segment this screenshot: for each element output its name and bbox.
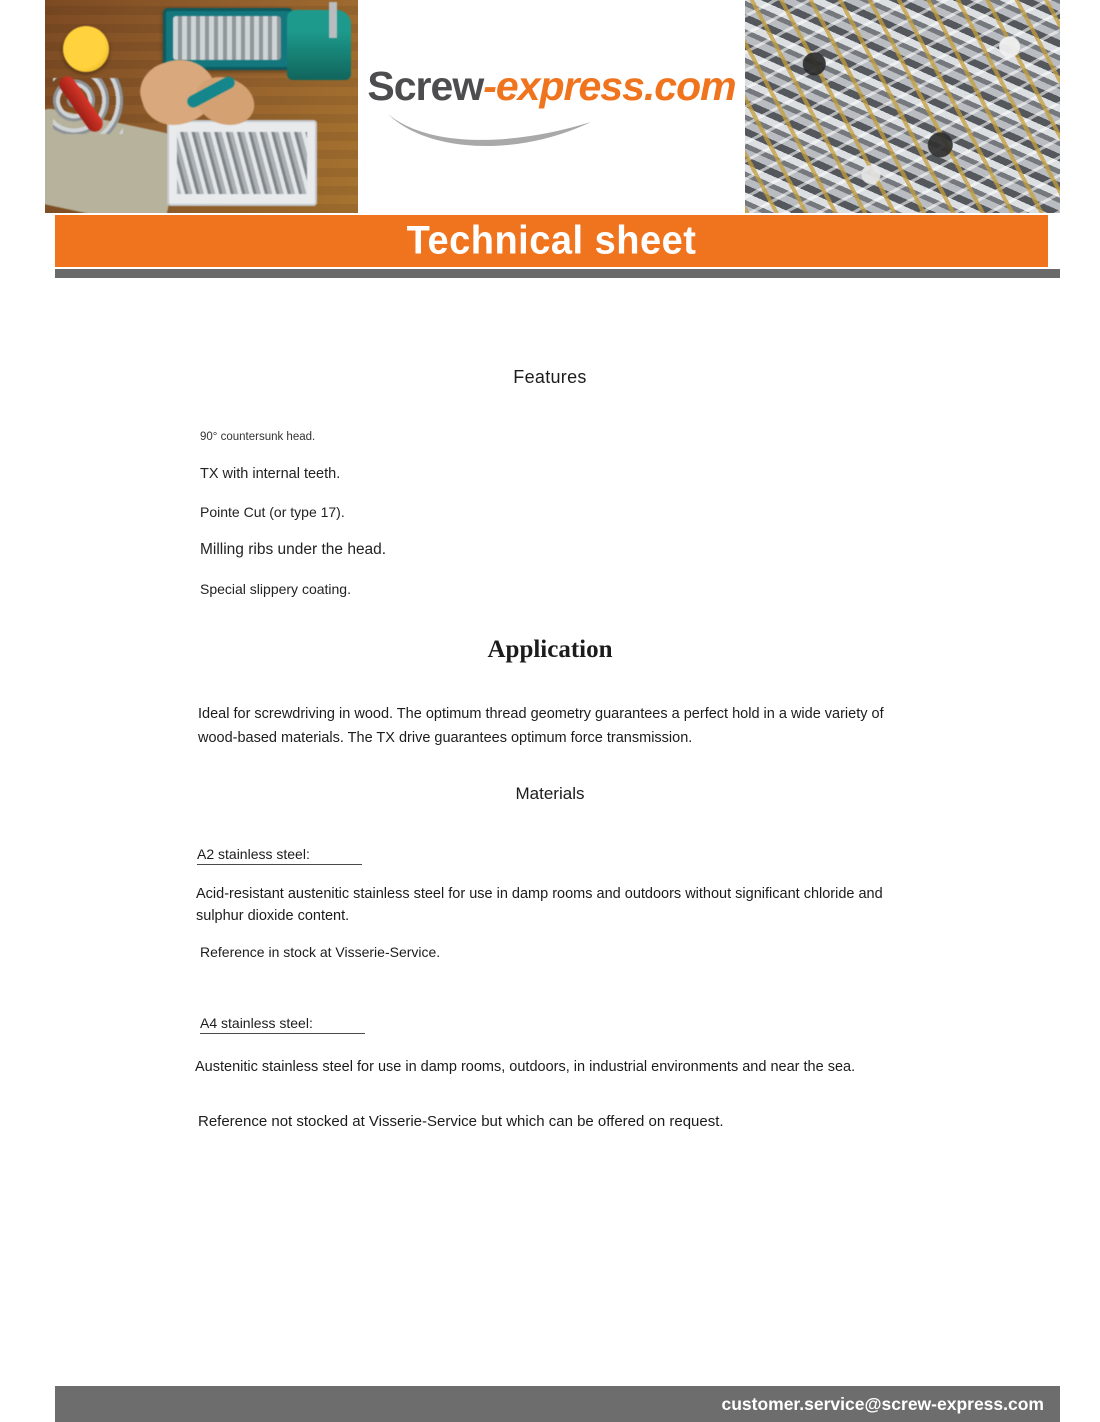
- a2-steel-label: [197, 846, 362, 865]
- materials-title: Materials: [515, 784, 585, 803]
- logo: [358, 0, 745, 213]
- screws-in-box-shape: [173, 16, 281, 60]
- banner-title: Technical sheet: [406, 218, 697, 263]
- feature-item: TX with internal teeth.: [200, 466, 341, 482]
- feature-item: Pointe Cut (or type 17).: [200, 504, 345, 520]
- application-body: Ideal for screwdriving in wood. The optimum thread geometry guarantees a perfect hold in a wide variety of wood-based materials. The TX drive guarantees optimum force transmission.: [198, 706, 884, 746]
- workbench-photo: [45, 0, 358, 213]
- banner: [55, 215, 1048, 267]
- logo-text: [367, 63, 735, 110]
- a4-steel-label: [200, 1015, 365, 1034]
- feature-item: 90° countersunk head.: [200, 431, 316, 443]
- screws-pile-photo: [745, 0, 1060, 213]
- a4-steel-label-text: A4 stainless steel:: [200, 1015, 365, 1034]
- a2-stock-note: Reference in stock at Visserie-Service.: [200, 944, 441, 960]
- a2-steel-label-text: A2 stainless steel:: [197, 846, 362, 865]
- drill-shape: [287, 10, 351, 80]
- a4-steel-description: Austenitic stainless steel for use in damp rooms, outdoors, in industrial environments and near the sea.: [195, 1059, 856, 1075]
- feature-item: Special slippery coating.: [200, 581, 351, 597]
- screws-tray-shape: [177, 132, 307, 194]
- tape-measure-shape: [63, 26, 109, 72]
- drill-bit-shape: [329, 2, 337, 38]
- footer-bar: [55, 1386, 1060, 1422]
- features-title: Features: [513, 367, 587, 387]
- feature-item: Milling ribs under the head.: [200, 541, 387, 558]
- logo-swoosh-icon: [386, 112, 596, 150]
- logo-part-screw: Screw: [367, 63, 484, 109]
- a2-steel-description: Acid-resistant austenitic stainless steel for use in damp rooms and outdoors without significant chloride and sulphur dioxide content.: [196, 886, 883, 925]
- application-title: Application: [487, 636, 613, 663]
- a4-stock-note: Reference not stocked at Visserie-Service but which can be offered on request.: [198, 1113, 724, 1130]
- logo-part-express: -express.com: [483, 63, 736, 109]
- banner-divider: [55, 269, 1060, 278]
- footer-email: customer.service@screw-express.com: [721, 1393, 1044, 1414]
